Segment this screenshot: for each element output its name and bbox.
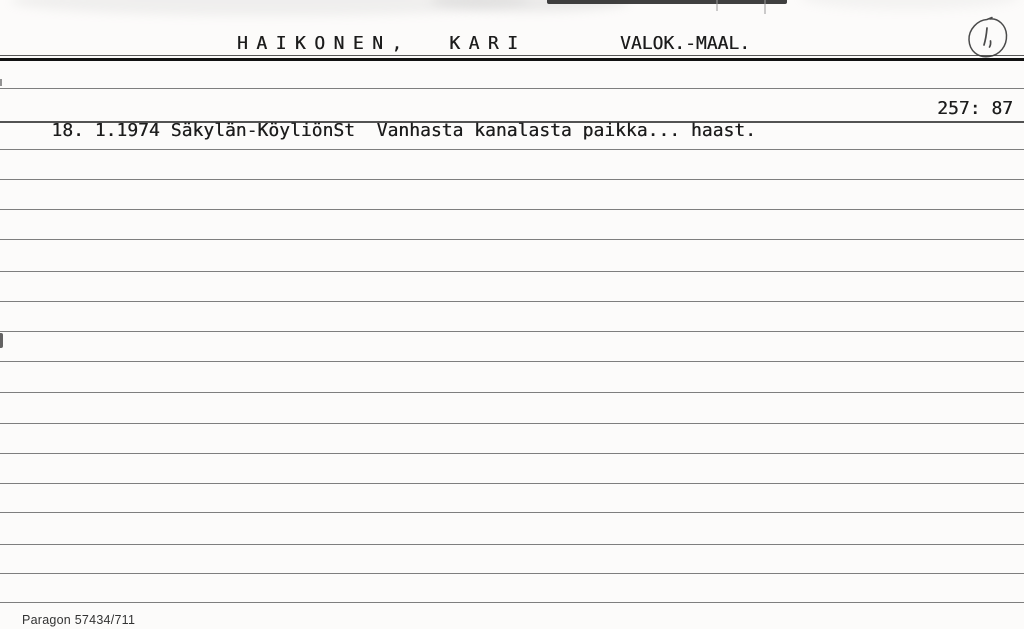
ruled-line [0, 88, 1024, 89]
ruled-line [0, 271, 1024, 272]
scan-smudge [800, 0, 1020, 10]
entry-text: Säkylän-KöyliönSt Vanhasta kanalasta paikka... haast. [170, 120, 756, 141]
ruled-line [0, 423, 1024, 424]
ruled-line [0, 602, 1024, 603]
ruled-line [0, 301, 1024, 302]
ruled-line [0, 392, 1024, 393]
scan-artifact-bar [547, 0, 787, 4]
scan-streak [716, 0, 718, 11]
ruled-line [0, 483, 1024, 484]
ruled-line [0, 331, 1024, 332]
entry-reference-number: 257: 87 [937, 98, 1013, 119]
entry-row [8, 98, 1013, 186]
ruled-line [0, 361, 1024, 362]
ruled-line [0, 453, 1024, 454]
scan-edge-mark [0, 79, 2, 86]
entry-date: 18. 1.1974 [51, 120, 160, 141]
header-rule-thin [0, 55, 1024, 56]
card-title-category: VALOK.-MAAL. [620, 33, 751, 54]
ruled-line [0, 573, 1024, 574]
scan-edge-mark [0, 333, 3, 348]
ruled-line [0, 209, 1024, 210]
handwritten-circle-mark [963, 14, 1013, 64]
scan-smudge [10, 0, 530, 16]
ruled-line [0, 544, 1024, 545]
scan-streak [764, 0, 766, 14]
card-title-name: HAIKONEN, KARI [237, 33, 527, 54]
ruled-line [0, 512, 1024, 513]
card-manufacturer-label: Paragon 57434/711 [22, 613, 136, 627]
header-rule-heavy [0, 58, 1024, 61]
circle-mark-drawing [963, 14, 1013, 64]
ruled-line [0, 239, 1024, 240]
